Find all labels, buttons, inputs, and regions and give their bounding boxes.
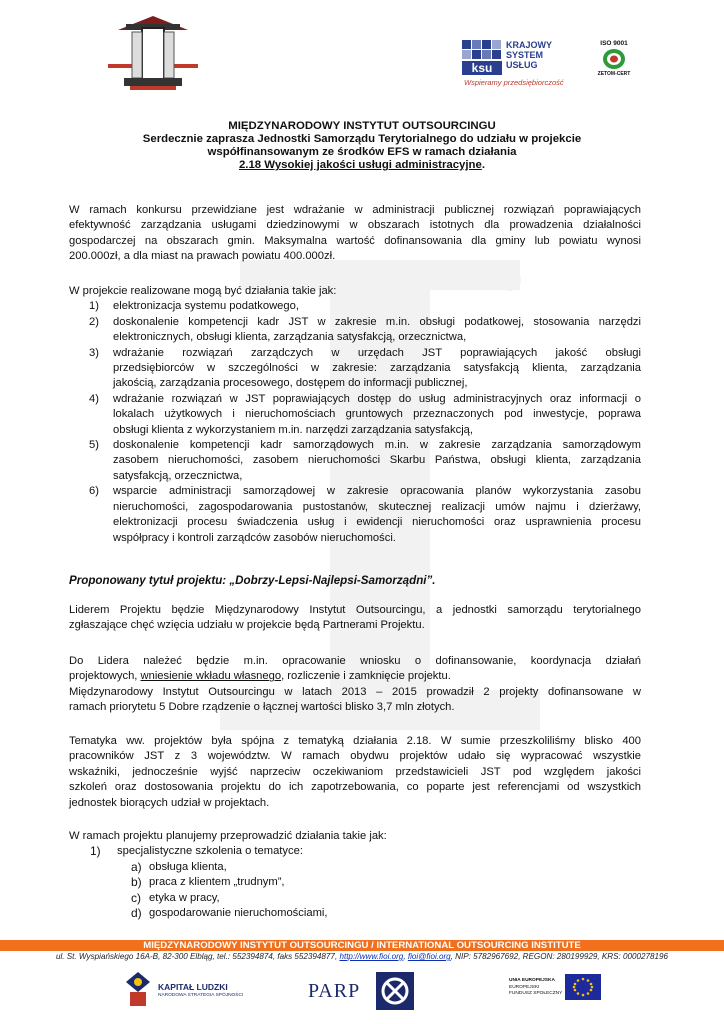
duties-line-2-start: projektowych, [69,670,141,683]
list-item [69,392,641,438]
list-item-number: 6) [89,485,99,498]
theme-line-2: pracowników JST z 3 województw. W ramach obydwu projektów udało się wypracować wszystkie [69,750,641,763]
list-item-line: przedsiębiorców w szczególności w zakresie: zarządzania satysfakcją klienta, zarządzania [113,362,641,375]
leader-line-2: zgłaszające chęć wzięcia udziału w projekcie będą Partnerami Projektu. [69,619,425,632]
title-line-1: MIĘDZYNARODOWY INSTYTUT OUTSOURCINGU [228,120,496,132]
list-item [69,315,641,346]
sub-item-line: obsługa klienta, [149,860,227,873]
kapital-ludzki-icon [124,972,152,1008]
list-item [69,346,641,392]
sub-item-letter: d) [131,906,142,921]
own-contribution-text: wniesienie wkładu własnego [140,670,282,683]
list-item [69,299,641,314]
ksu-logo [462,40,582,90]
kapital-ludzki-logo [124,968,254,1018]
list-item [69,438,641,484]
footer-bar: MIĘDZYNARODOWY INSTYTUT OUTSOURCINGU / INTERNATIONAL OUTSOURCING INSTITUTE [0,940,724,951]
duties-line-4: ramach priorytetu 5 Dobre rządzenie o łącznej wartości blisko 3,7 mln złotych. [69,701,455,714]
list-item-number: 2) [89,315,99,328]
ksu-line-3: USŁUG [506,60,538,70]
list-item-line: doskonalenie kompetencji kadr JST w zakresie m.in. obsługi podatkowej, stosowania narzędzi [113,315,641,328]
actions-intro: W projekcie realizowane mogą być działania takie jak: [69,285,337,297]
footer-address [0,952,724,961]
sub-item-letter: c) [131,890,141,905]
sub-list-item [69,906,641,921]
footer-address-start: ul. St. Wyspiańskiego 16A-B, 82-300 Elbląg, tel.: 552394874, faks 552394877, [55,952,340,961]
iso-logo [592,40,636,80]
list-item-number: 3) [89,346,99,359]
theme-line-3: wskaźniki, jednocześnie wyjść naprzeciw oczekiwaniom przedstawicieli JST pod względem jakości [69,765,641,778]
document-title [60,120,664,172]
iso-label: ISO 9001 [600,40,628,47]
actions-section [69,284,641,546]
parp-emblem-icon [376,972,414,1010]
title-line-2: Serdecznie zaprasza Jednostki Samorządu Terytorialnego do udziału w projekcie [142,133,582,145]
title-line-4-end: . [481,159,486,171]
intro-line-1: W ramach konkursu przewidziane jest wdrażanie w administracji publicznej rozwiązań poprawiających [69,204,641,216]
theme-line-5: jednostek biorących udział w projektach. [69,796,270,809]
list-item-line: wdrażanie rozwiązań zarządczych w urzędach JST poprawiających jakość obsługi [113,346,641,359]
duties-line-1: Do Lidera należeć będzie m.in. opracowanie wniosku o dofinansowanie, koordynacja działań [69,655,641,667]
sub-list-item [69,875,641,890]
leader-line-1: Liderem Projektu będzie Międzynarodowy Instytut Outsourcingu, a jednostki samorządu terytorialnego [69,604,641,616]
kl-title: KAPITAŁ LUDZKI [158,982,228,992]
sub-list-item [69,891,641,906]
plan-section [69,829,641,921]
list-item-line: jakością, zarządzania procesowego, dostępem do informacji publicznej, [113,377,468,390]
duties-line-3: Międzynarodowy Instytut Outsourcingu w latach 2013 – 2015 prowadził 2 projekty dofinansowane w [69,685,641,698]
theme-paragraph [69,734,641,811]
ksu-abbr: ksu [462,61,502,75]
ksu-line-1: KRAJOWY [506,40,553,50]
sub-item-line: praca z klientem „trudnym”, [149,876,285,889]
duties-line-2 [69,669,641,684]
project-title: Proponowany tytuł projektu: „Dobrzy-Lepsi-Najlepsi-Samorządni”. [69,574,436,587]
list-item-line: zasobem nieruchomości, zasobem nieruchomości Skarbu Państwa, obsługi klienta, zarządzania [113,454,641,467]
list-item-line: satysfakcją, orzecznictwa, [113,469,243,482]
intro-line-4: 200.000zł, a dla miast na prawach powiatu 400.000zł. [69,250,336,263]
plan-intro: W ramach projektu planujemy przeprowadzić działania takie jak: [69,830,387,842]
list-item-number: 1) [89,300,99,313]
list-item [69,484,641,546]
list-item-line: obsługi klienta z wykorzystaniem m.in. narzędzi zarządzania satysfakcją, [113,423,474,436]
list-item-line: nieruchomości, zagospodarowania pustostanów, skutecznej realizacji umów najmu i dzierżawy, [113,500,641,513]
list-item-line: elektronizacja systemu podatkowego, [113,300,299,313]
iso-seal-icon [602,48,626,70]
ksu-tagline: Wspieramy przedsiębiorczość [464,78,564,87]
list-item-line: wsparcie administracji samorządowej w zakresie opracowania planów wykorzystania zasobu [113,485,641,498]
footer-separator: , [403,952,408,961]
sub-list-item [69,860,641,875]
list-item [69,844,641,859]
ksu-line-2: SYSTEM [506,50,544,60]
footer-address-end: , NIP: 5782967692, REGON: 280199929, KRS: 0000278196 [450,952,669,961]
title-line-4 [60,159,664,172]
list-item-number: 1) [90,844,101,859]
list-item-line: współpracy i kontroli zarządców zasobów nieruchomości. [113,531,396,544]
list-item-line: elektronizacji procesu świadczenia usług i ewidencji nieruchomości oraz usprawnienia procesu [113,516,641,529]
sub-item-line: gospodarowanie nieruchomościami, [149,907,328,920]
theme-line-4: szkoleń oraz dostosowania projektu do ich zapotrzebowania, co poparte jest referencjami od wszystkich [69,781,641,794]
list-item-number: 4) [89,392,99,405]
leader-paragraph [69,603,641,634]
eu-line-2: EUROPEJSKI [509,985,540,990]
parp-logo [308,968,420,1018]
title-action-name: 2.18 Wysokiej jakości usługi administracyjne [238,159,482,171]
intro-line-2: efektywność zarządzania usługami dziedzinowymi w obszarach istotnych dla prowadzenia działalności [69,219,641,232]
parp-text: PARP [308,980,361,1002]
duties-line-2-end: , rozliczenie i zamknięcie projektu. [281,670,451,683]
sub-item-letter: b) [131,875,142,890]
kl-subtitle: NARODOWA STRATEGIA SPÓJNOŚCI [158,993,244,998]
list-item-line: specjalistyczne szkolenia o tematyce: [117,845,303,858]
intro-line-3: gospodarczej na obszarach gmin. Maksymalna wartość dofinansowania dla gminy lub powiatu wynosi [69,234,641,247]
sub-item-line: etyka w pracy, [149,891,220,904]
list-item-line: lokalach użytkowych i nieruchomościach gruntowych przeznaczonych pod inwestycje, poprawa [113,408,641,421]
eu-flag-icon [565,974,601,1000]
institute-logo [98,14,208,94]
email-link[interactable]: fioi@fioi.org [407,952,451,961]
list-item-line: doskonalenie kompetencji kadr samorządowych m.in. w zakresie zarządzania samorządowym [113,439,641,452]
eu-logo [509,968,599,1018]
eu-line-1: UNIA EUROPEJSKA [509,978,555,983]
title-line-3: współfinansowanym ze środków EFS w ramach działania [207,146,517,158]
theme-line-1: Tematyka ww. projektów była spójna z tematyką działania 2.18. W sumie przeszkoliliśmy blisko 400 [69,735,641,747]
list-item-number: 5) [89,439,99,452]
intro-paragraph [69,203,641,265]
website-link[interactable]: http://www.fioi.org [339,952,404,961]
iso-sub: ZETOM-CERT [597,71,631,77]
sub-item-letter: a) [131,859,142,874]
list-item-line: wdrażanie rozwiązań w JST poprawiających dostęp do usług administracyjnych oraz informacji o [113,392,641,405]
list-item-line: elektronicznych, obsługi klienta, zarządzania satysfakcją, orzecznictwa, [113,331,467,344]
duties-paragraph [69,654,641,716]
eu-line-3: FUNDUSZ SPOŁECZNY [509,991,563,996]
